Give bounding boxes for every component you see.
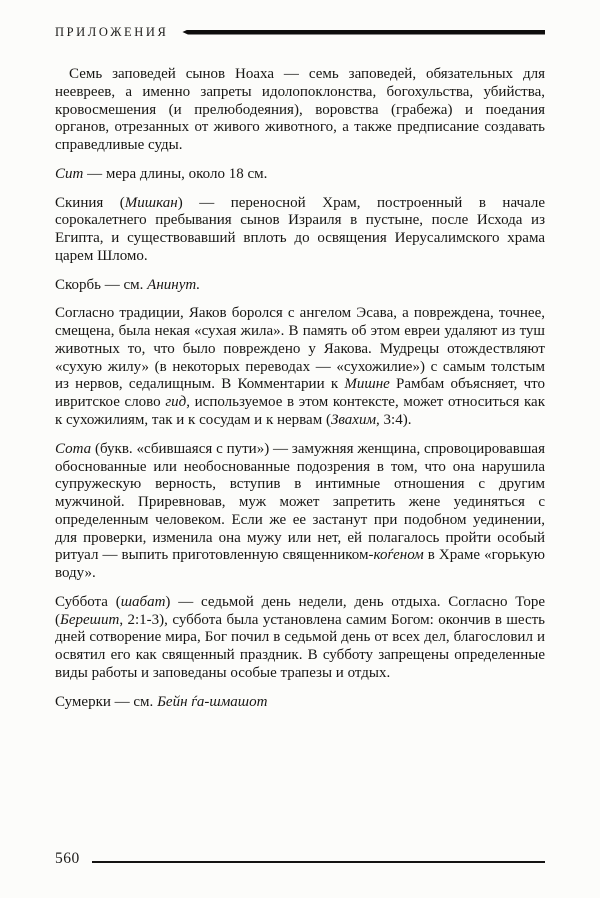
term-italic: гид [165,394,187,411]
term-italic: Звахим [330,412,377,429]
term-italic: Сит [55,165,84,182]
text-run: Сумерки — см. [55,693,158,710]
page-header [55,24,545,40]
text-run: Рамбам объясняет, что ивритское слово [55,376,546,411]
text-run: (букв. «сбившаяся с пути») — замужняя женщина, спровоцировавшая обоснованные или необоснованные подозрения в том, что она нарушила супружескую верность, вступив в интимные отношения с другим мужчиной. Приревновав, муж может запретить жене уединяться с определенным человеком. Если же ее застанут при подобном уединении, для проверки, изменила она мужу или нет, ей полагалось пройти особый ритуал — выпить приготовленную священником- [55,440,545,564]
text-run: Суббота ( [55,593,121,610]
term-italic: Берешит [60,611,120,628]
page-number: 560 [55,850,80,867]
glossary-entry-seven-laws [55,66,545,155]
text-run: , 3:4). [376,412,412,429]
glossary-entry-tradition [55,305,545,429]
term-italic: Анинут. [147,276,201,293]
text-run: Скорбь — см. [55,276,148,293]
term-italic: шабат [120,593,166,610]
glossary-entry-sota [55,441,545,583]
footer-rule [92,861,545,864]
page-footer [55,850,545,868]
text-run: Семь заповедей сынов Ноаха — семь заповедей, обязательных для неевреев, а именно запреты идолопоклонства, богохульства, убийства, кровосмешения (и прелюбодеяния), воровства (грабежа) и поедания органов, отрезанных от живого животного, а также предписание создавать справедливые суды. [55,66,545,154]
text-run: — мера длины, около 18 см. [83,165,268,182]
text-run: ) — переносной Храм, построенный в начале сорокалетнего пребывания сынов Израиля в пустыне, после Исхода из Египта, и существовавший вплоть до освящения Иерусалимского храма царем Шломо. [55,194,545,264]
glossary-entry-sumerki [55,694,545,712]
glossary-entry-sit [55,166,545,184]
text-run: ) — седьмой день недели, день отдыха. Согласно Торе ( [55,593,546,628]
term-italic: Сота [55,440,92,457]
glossary [55,66,545,712]
glossary-entry-skorb [55,277,545,295]
term-italic: Бейн ѓа-шмашот [157,693,268,710]
glossary-entry-skiniya [55,195,545,266]
text-run: Скиния ( [55,194,125,211]
text-run: , используемое в этом контексте, может относиться как к сухожилиям, так и к сосудам и к нервам ( [55,394,546,429]
text-run: Согласно традиции, Яаков боролся с ангелом Эсава, а повреждена, точнее, смещена, была некая «сухая жила». В память об этом евреи удаляют из туш животных то, что было повреждено у Яакова. Мудрецы отождествляют «сухую жилу» (в некоторых переводах — «сухожилие») с самым толстым из нервов, седалищным. В Комментарии к [55,305,545,393]
text-run: в Храме «горькую воду». [55,547,545,582]
text-run: , 2:1-3), суббота была установлена самим Богом: окончив в шесть дней сотворение мира, Бог почил в седьмой день от всех дел, благословил и освятил его как священный праздник. В субботу запрещены определенные виды работы и заповеданы особые трапезы и отдых. [55,611,545,681]
term-italic: Мишкан [124,194,178,211]
header-rule [182,30,545,35]
term-italic: коѓеном [373,547,424,564]
glossary-entry-subbota [55,594,545,683]
running-title: ПРИЛОЖЕНИЯ [55,24,169,39]
term-italic: Мишне [344,376,390,393]
